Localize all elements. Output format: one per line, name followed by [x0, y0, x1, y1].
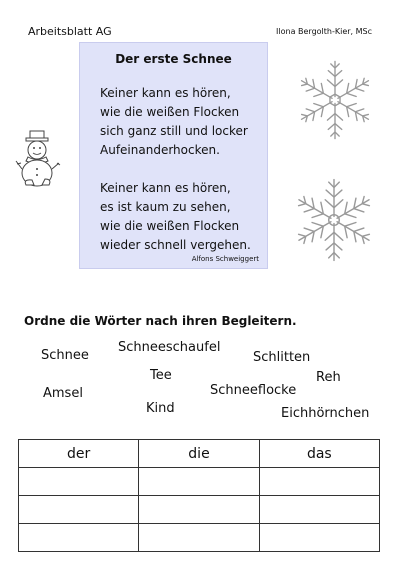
poem-line: Aufeinanderhocken.	[100, 143, 220, 157]
header-left: Arbeitsblatt AG	[28, 25, 112, 38]
table-row	[19, 496, 380, 524]
poem-line: wie die weißen Flocken	[100, 219, 240, 233]
header-right: Ilona Bergolth-Kier, MSc	[276, 27, 372, 36]
table-cell[interactable]	[19, 468, 139, 496]
poem-line: es ist kaum zu sehen,	[100, 200, 231, 214]
table-row	[19, 524, 380, 552]
table-cell[interactable]	[139, 496, 259, 524]
column-header-das: das	[259, 440, 379, 468]
word-card[interactable]: Kind	[146, 401, 175, 416]
column-header-der: der	[19, 440, 139, 468]
poem-line: wie die weißen Flocken	[100, 105, 240, 119]
word-card[interactable]: Schneeschaufel	[118, 340, 221, 355]
word-card[interactable]: Amsel	[43, 386, 83, 401]
table-cell[interactable]	[259, 468, 379, 496]
word-card[interactable]: Schlitten	[253, 350, 311, 365]
task-instruction: Ordne die Wörter nach ihren Begleitern.	[24, 314, 297, 328]
table-cell[interactable]	[19, 496, 139, 524]
word-card[interactable]: Schnee	[41, 348, 89, 363]
snowflake-icon	[293, 58, 377, 142]
snowman-illustration	[14, 129, 64, 189]
column-header-die: die	[139, 440, 259, 468]
table-cell[interactable]	[139, 524, 259, 552]
poem-line: wieder schnell vergehen.	[100, 238, 251, 252]
poem-box	[79, 42, 268, 269]
poem-author: Alfons Schweiggert	[191, 255, 259, 263]
table-cell[interactable]	[259, 524, 379, 552]
word-card[interactable]: Tee	[150, 368, 172, 383]
poem-line: sich ganz still und locker	[100, 124, 248, 138]
table-cell[interactable]	[19, 524, 139, 552]
word-card[interactable]: Eichhörnchen	[281, 406, 370, 421]
table-row	[19, 468, 380, 496]
word-card[interactable]: Schneeflocke	[210, 383, 297, 398]
snowflake-icon	[290, 176, 378, 264]
poem-title: Der erste Schnee	[115, 52, 232, 66]
table-cell[interactable]	[259, 496, 379, 524]
article-table	[18, 439, 380, 552]
poem-line: Keiner kann es hören,	[100, 181, 231, 195]
poem-line: Keiner kann es hören,	[100, 86, 231, 100]
word-card[interactable]: Reh	[316, 370, 341, 385]
table-cell[interactable]	[139, 468, 259, 496]
